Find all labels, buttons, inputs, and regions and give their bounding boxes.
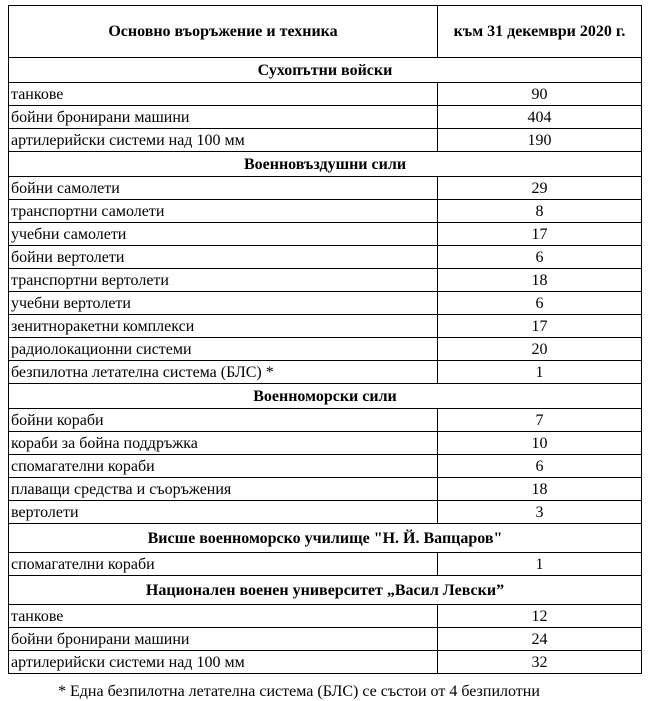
table-row (9, 129, 642, 152)
table-row (9, 83, 642, 106)
equipment-count: 20 (438, 338, 642, 361)
table-row (9, 292, 642, 315)
section-title: Сухопътни войски (9, 58, 642, 83)
table-row (9, 223, 642, 246)
equipment-name: артилерийски системи над 100 мм (9, 651, 438, 674)
section-title: Военноморски сили (9, 384, 642, 409)
equipment-count: 24 (438, 628, 642, 651)
equipment-name: танкове (9, 605, 438, 628)
equipment-name: радиолокационни системи (9, 338, 438, 361)
section-title: Висше военноморско училище "Н. Й. Вапцаров" (9, 524, 642, 553)
equipment-name: спомагателни кораби (9, 553, 438, 576)
equipment-count: 3 (438, 501, 642, 524)
equipment-name: бойни кораби (9, 409, 438, 432)
equipment-count: 90 (438, 83, 642, 106)
equipment-count: 17 (438, 315, 642, 338)
table-row (9, 177, 642, 200)
equipment-count: 8 (438, 200, 642, 223)
equipment-count: 18 (438, 478, 642, 501)
table-row (9, 409, 642, 432)
equipment-name: бойни вертолети (9, 246, 438, 269)
table-row (9, 200, 642, 223)
equipment-count: 7 (438, 409, 642, 432)
equipment-name: учебни вертолети (9, 292, 438, 315)
equipment-table (8, 5, 642, 674)
section-title: Военновъздушни сили (9, 152, 642, 177)
equipment-name: бойни бронирани машини (9, 106, 438, 129)
equipment-count: 29 (438, 177, 642, 200)
equipment-name: зенитноракетни комплекси (9, 315, 438, 338)
equipment-count: 1 (438, 361, 642, 384)
equipment-name: танкове (9, 83, 438, 106)
table-row (9, 628, 642, 651)
footnote: * Една безпилотна летателна система (БЛС) се състои от 4 безпилотни (58, 683, 540, 700)
table-row (9, 455, 642, 478)
equipment-name: вертолети (9, 501, 438, 524)
equipment-name: кораби за бойна поддръжка (9, 432, 438, 455)
section-header-row (9, 524, 642, 553)
column-header-equipment: Основно въоръжение и техника (9, 6, 438, 58)
table-row (9, 553, 642, 576)
equipment-name: учебни самолети (9, 223, 438, 246)
equipment-count: 6 (438, 246, 642, 269)
table-row (9, 338, 642, 361)
equipment-name: безпилотна летателна система (БЛС) * (9, 361, 438, 384)
table-row (9, 269, 642, 292)
table-row (9, 501, 642, 524)
equipment-name: плаващи средства и съоръжения (9, 478, 438, 501)
section-header-row (9, 58, 642, 83)
table-row (9, 315, 642, 338)
equipment-count: 32 (438, 651, 642, 674)
equipment-count: 1 (438, 553, 642, 576)
section-header-row (9, 152, 642, 177)
table-row (9, 605, 642, 628)
equipment-name: спомагателни кораби (9, 455, 438, 478)
table-row (9, 106, 642, 129)
equipment-name: артилерийски системи над 100 мм (9, 129, 438, 152)
equipment-count: 17 (438, 223, 642, 246)
section-header-row (9, 384, 642, 409)
equipment-count: 10 (438, 432, 642, 455)
equipment-name: бойни бронирани машини (9, 628, 438, 651)
equipment-count: 12 (438, 605, 642, 628)
equipment-name: транспортни вертолети (9, 269, 438, 292)
equipment-count: 6 (438, 292, 642, 315)
equipment-count: 404 (438, 106, 642, 129)
column-header-date: към 31 декември 2020 г. (438, 6, 642, 58)
equipment-name: транспортни самолети (9, 200, 438, 223)
table-row (9, 432, 642, 455)
table-row (9, 478, 642, 501)
equipment-count: 18 (438, 269, 642, 292)
table-row (9, 246, 642, 269)
section-title: Национален военен университет „Васил Левски” (9, 576, 642, 605)
equipment-name: бойни самолети (9, 177, 438, 200)
equipment-count: 190 (438, 129, 642, 152)
table-header-row (9, 6, 642, 58)
table-row (9, 361, 642, 384)
equipment-count: 6 (438, 455, 642, 478)
table-row (9, 651, 642, 674)
section-header-row (9, 576, 642, 605)
